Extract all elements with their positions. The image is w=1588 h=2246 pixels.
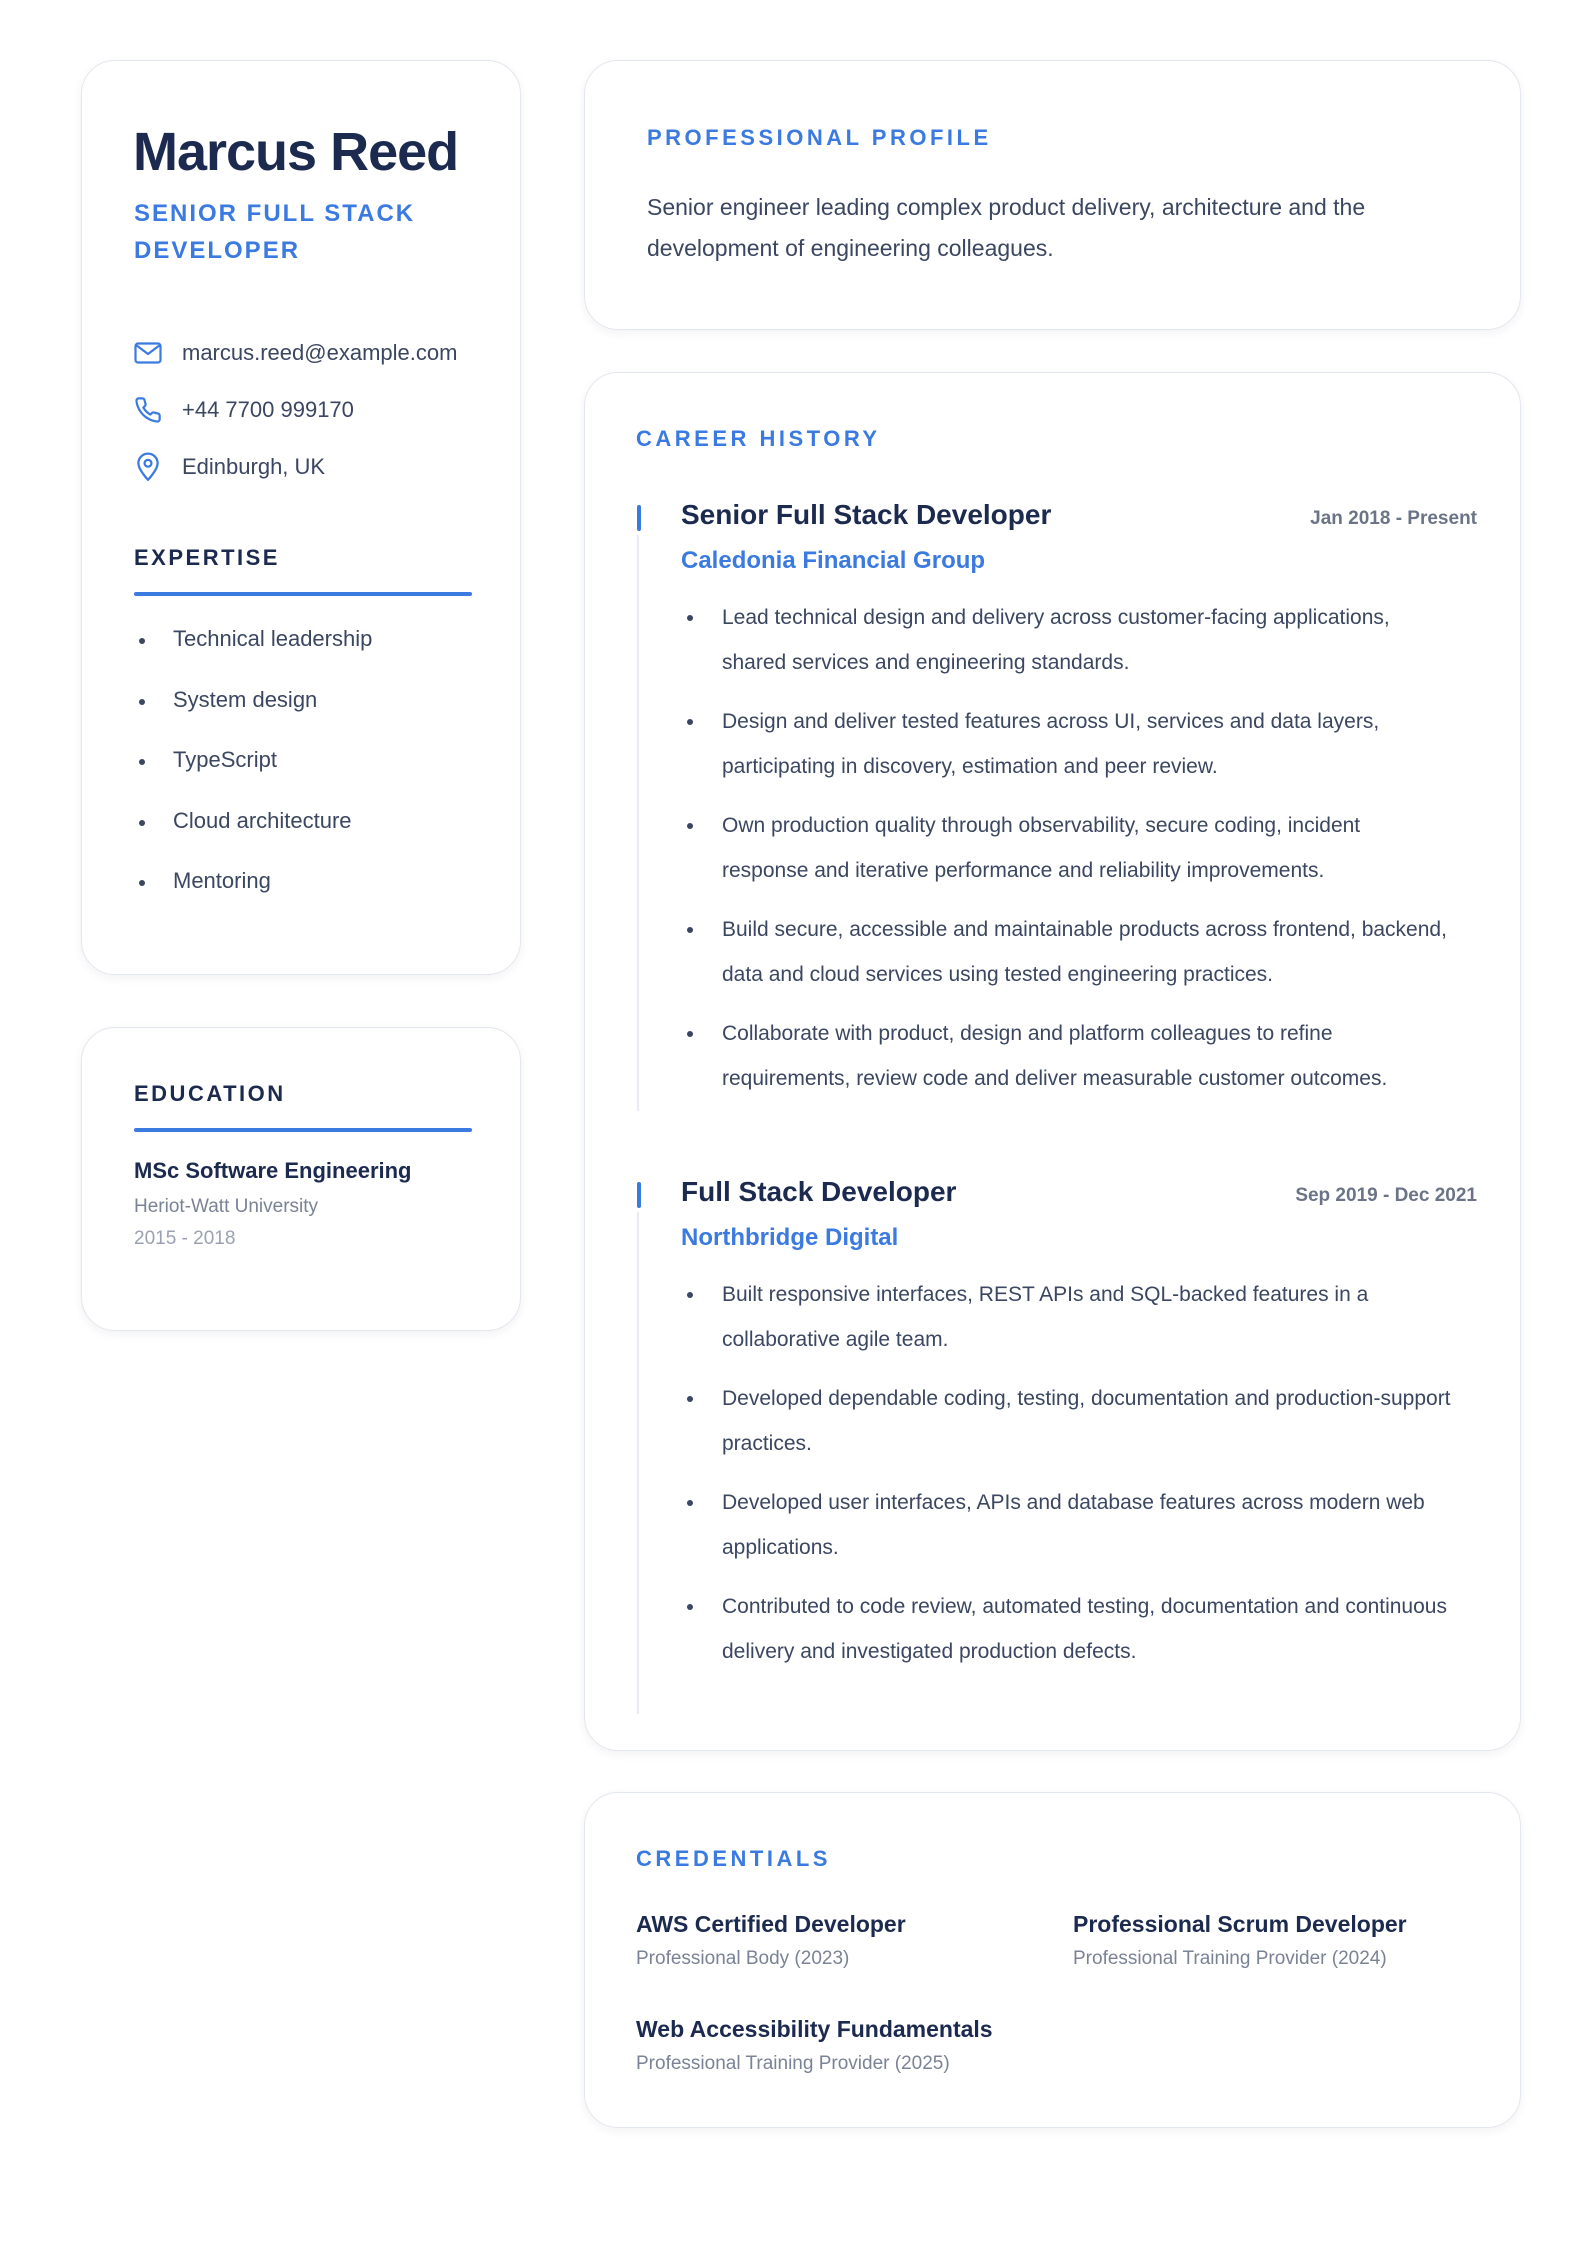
bullet-text: Design and deliver tested features across UI, services and data layers, participating in discovery, estimation and peer review. [722, 710, 1380, 778]
bullet-icon [687, 927, 693, 933]
profile-card [81, 60, 521, 975]
bullet-icon [687, 1604, 693, 1610]
list-item [134, 626, 372, 687]
bullet-text: Build secure, accessible and maintainable products across frontend, backend, data and cloud services using tested engineering practices. [722, 918, 1447, 986]
education-school: Heriot-Watt University [134, 1196, 319, 1217]
credential-item [636, 2016, 993, 2075]
job-company: Caledonia Financial Group [681, 547, 986, 574]
expertise-list [134, 626, 372, 929]
bullet-icon [687, 1031, 693, 1037]
summary-text: Senior engineer leading complex product delivery, architecture and the development of engineering colleagues. [647, 194, 1366, 261]
contact-location [133, 438, 493, 495]
bullet-icon [687, 1292, 693, 1298]
location-pin-icon [133, 452, 163, 482]
contact-email-text: marcus.reed@example.com [182, 339, 458, 365]
education-divider [134, 1128, 472, 1132]
list-item [681, 700, 1451, 789]
credential-title: AWS Certified Developer [636, 1911, 906, 1937]
bullet-text: Built responsive interfaces, REST APIs and SQL-backed features in a collaborative agile team. [722, 1283, 1369, 1351]
bullet-icon [139, 820, 145, 826]
job-accent-bar [637, 505, 641, 531]
job-accent-bar [637, 1182, 641, 1208]
contact-list [133, 324, 493, 495]
list-item [134, 868, 372, 929]
credential-item [636, 1911, 906, 1970]
bullet-icon [139, 638, 145, 644]
bullet-icon [687, 615, 693, 621]
job-timeline-line [637, 1212, 639, 1714]
education-dates: 2015 - 2018 [134, 1228, 236, 1249]
mail-icon [133, 338, 163, 368]
experience-card [584, 372, 1521, 1751]
skill-label: System design [173, 686, 318, 712]
contact-email[interactable] [133, 324, 493, 381]
summary-card [584, 60, 1521, 330]
credential-title: Professional Scrum Developer [1073, 1911, 1407, 1937]
credential-source: Professional Body (2023) [636, 1948, 850, 1969]
contact-phone-text: +44 7700 999170 [182, 396, 354, 422]
experience-heading: CAREER HISTORY [636, 426, 881, 451]
expertise-divider [134, 592, 472, 596]
credential-item [1073, 1911, 1407, 1970]
job-bullets [681, 596, 1451, 1116]
skill-label: Mentoring [173, 868, 271, 893]
education-heading: EDUCATION [134, 1081, 286, 1106]
skill-label: TypeScript [173, 747, 277, 772]
skill-label: Cloud architecture [173, 807, 352, 833]
bullet-icon [687, 1396, 693, 1402]
list-item [681, 908, 1451, 997]
job-timeline-line [637, 535, 639, 1111]
contact-phone[interactable] [133, 381, 493, 438]
bullet-text: Developed dependable coding, testing, documentation and production-support practices. [722, 1387, 1451, 1455]
credential-source: Professional Training Provider (2024) [1073, 1948, 1387, 1969]
bullet-text: Lead technical design and delivery across customer-facing applications, shared services and engineering standards. [722, 606, 1390, 674]
list-item [681, 1012, 1451, 1101]
summary-heading: PROFESSIONAL PROFILE [647, 125, 992, 150]
credential-title: Web Accessibility Fundamentals [636, 2016, 993, 2042]
contact-location-text: Edinburgh, UK [182, 453, 326, 479]
job-title: Full Stack Developer [681, 1176, 957, 1207]
list-item [681, 804, 1451, 893]
list-item [681, 1585, 1451, 1674]
skill-label: Technical leadership [173, 626, 373, 651]
bullet-icon [139, 880, 145, 886]
job-dates: Jan 2018 - Present [1310, 508, 1477, 529]
bullet-text: Own production quality through observability, secure coding, incident response and iterative performance and reliability improvements. [722, 814, 1361, 882]
bullet-text: Collaborate with product, design and platform colleagues to refine requirements, review code and deliver measurable customer outcomes. [722, 1022, 1388, 1090]
credentials-heading: CREDENTIALS [636, 1846, 831, 1871]
job-bullets [681, 1273, 1451, 1689]
credentials-card [584, 1792, 1521, 2128]
job-title: Senior Full Stack Developer [681, 499, 1052, 530]
bullet-icon [687, 719, 693, 725]
list-item [681, 1377, 1451, 1466]
bullet-icon [139, 759, 145, 765]
candidate-headline: SENIOR FULL STACK DEVELOPER [134, 200, 416, 264]
job-company: Northbridge Digital [681, 1224, 899, 1251]
bullet-icon [687, 823, 693, 829]
list-item [134, 808, 372, 869]
phone-icon [133, 395, 163, 425]
job-dates: Sep 2019 - Dec 2021 [1295, 1185, 1477, 1206]
education-card [81, 1027, 521, 1331]
list-item [681, 596, 1451, 685]
education-degree: MSc Software Engineering [134, 1158, 412, 1183]
list-item [134, 747, 372, 808]
expertise-heading: EXPERTISE [134, 545, 280, 570]
credential-source: Professional Training Provider (2025) [636, 2053, 950, 2074]
bullet-icon [139, 699, 145, 705]
list-item [681, 1481, 1451, 1570]
bullet-icon [687, 1500, 693, 1506]
list-item [134, 687, 372, 748]
bullet-text: Developed user interfaces, APIs and database features across modern web applications. [722, 1491, 1425, 1559]
bullet-text: Contributed to code review, automated testing, documentation and continuous delivery and investigated production defects. [722, 1595, 1447, 1663]
candidate-name: Marcus Reed [133, 122, 459, 182]
list-item [681, 1273, 1451, 1362]
